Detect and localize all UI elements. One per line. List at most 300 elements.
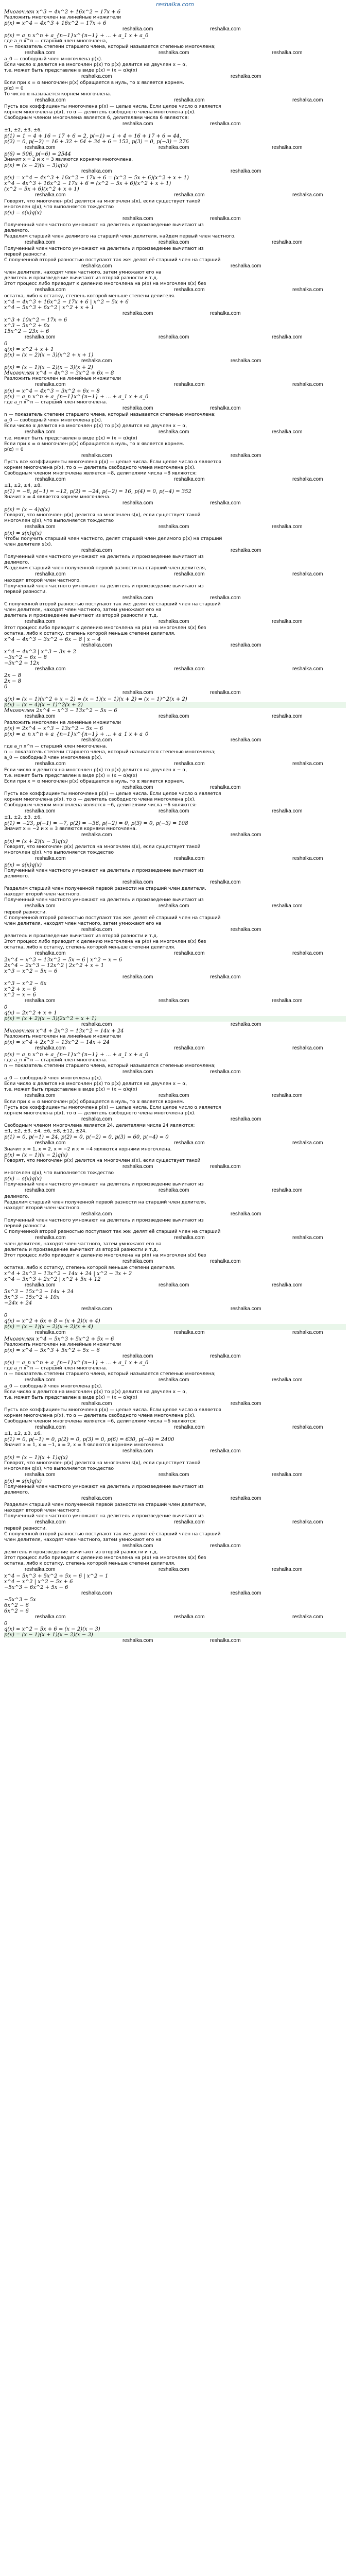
formula-line: 0 (4, 1621, 8, 1626)
watermark-text: reshalka.com (25, 50, 56, 56)
watermark-text: reshalka.com (25, 903, 56, 909)
text-line: корнем многочлена p(x), то α — делитель свободного члена многочлена p(x). (4, 110, 196, 115)
watermark-row (4, 477, 346, 483)
formula-line: p(x) = a_n x^n + a_{n−1}x^{n−1} + ... + a_1 x + a_0 (4, 732, 149, 737)
text-line: многочлен q(x), что выполняется тождество (4, 205, 114, 210)
text-line: Свободным членом многочлена является −6, делителями числа −6 являются: (4, 1419, 197, 1424)
text-line: т.е. может быть представлен в виде p(x) = (x − α)q(x) (4, 1087, 137, 1092)
watermark-text: reshalka.com (174, 1425, 205, 1430)
watermark-row (4, 1093, 346, 1099)
text-line: член делителя, находят член частного, затем умножают его на (4, 607, 162, 613)
text-line: Полученный член частного умножают на делитель и произведение вычитают из (4, 1484, 204, 1489)
formula-line: (x^2 − 5x + 6)(x^2 + x + 1) (4, 187, 79, 192)
text-line: p(α) = 0 (4, 86, 24, 91)
formula-line: p(2) = 0, p(−2) = 16 + 32 + 64 + 34 + 6 = 152, p(3) = 0, p(−3) = 276 (4, 139, 189, 145)
formula-line: 2x − 8 (4, 679, 22, 684)
watermark-text: reshalka.com (159, 145, 189, 150)
watermark-text: reshalka.com (272, 619, 303, 624)
text-line: Значит x = 4 является корнем многочлена. (4, 495, 111, 500)
watermark-text: reshalka.com (122, 405, 153, 411)
text-line: первой разности. (4, 1526, 47, 1531)
formula-line: p(x) = (x − 1)(x − 2)(x − 3)(x + 2) (4, 365, 93, 370)
formula-line: x^4 − 4x^3 + 16x^2 − 17x + 6 = (x^2 − 5x + 6)(x^2 + x + 1) (4, 181, 171, 187)
text-line: С полученной второй разностью поступают так же: делят её старший член на старший (4, 1229, 221, 1234)
watermark-row (4, 690, 346, 697)
formula-line: 2x^4 − x^3 − 13x^2 − 5x − 6 | x^2 − x − 6 (4, 957, 122, 963)
watermark-text: reshalka.com (81, 453, 112, 459)
watermark-row (4, 145, 346, 151)
formula-line: p(x) = (x + 2)(x − 3)(2x^2 + x + 1) (4, 1016, 346, 1022)
watermark-row (4, 263, 346, 270)
watermark-text: reshalka.com (159, 334, 189, 340)
formula-line: x^4 − 4x^3 − 3x^2 + 6x − 8 | x − 4 (4, 637, 101, 642)
watermark-text: reshalka.com (25, 1472, 56, 1478)
text-line: Полученный член частного умножают на делитель и произведение вычитают из (4, 246, 204, 251)
text-line: Полученный член частного умножают на делитель и произведение вычитают из (4, 223, 204, 228)
formula-line: x^3 − 5x^2 + 6x (4, 323, 50, 329)
formula-line: p(x) = a_n x^n + a_{n−1}x^{n−1} + ... + a_1 x + a_0 (4, 33, 149, 39)
formula-line: p(x) = 2x^4 − x^3 − 13x^2 − 5x − 6 (4, 726, 103, 732)
text-line: Если при x = α многочлен p(x) обращается в нуль, то α является корнем. (4, 1099, 184, 1105)
watermark-text: reshalka.com (122, 879, 153, 885)
text-line: член делителя, находят член частного, затем умножают его на (4, 270, 162, 275)
watermark-text: reshalka.com (81, 832, 112, 838)
watermark-text: reshalka.com (81, 1306, 112, 1312)
watermark-text: reshalka.com (122, 1448, 153, 1454)
watermark-text: reshalka.com (231, 642, 261, 648)
watermark-row (4, 1590, 346, 1597)
watermark-text: reshalka.com (272, 50, 303, 56)
watermark-text: reshalka.com (122, 121, 153, 127)
watermark-text: reshalka.com (292, 1519, 323, 1525)
formula-line: 15x^2 − 23x + 6 (4, 329, 49, 334)
text-line: первой разности. (4, 252, 47, 257)
watermark-text: reshalka.com (174, 97, 205, 103)
watermark-row (4, 1543, 346, 1550)
formula-line: p(x) = x^4 − 4x^3 − 3x^2 + 6x − 8 (4, 388, 100, 394)
text-line: остатка, либо к остатку, степень которой меньше степени делителя. (4, 1561, 176, 1566)
watermark-text: reshalka.com (292, 477, 323, 482)
watermark-text: reshalka.com (292, 951, 323, 956)
watermark-text: reshalka.com (292, 1330, 323, 1335)
watermark-text: reshalka.com (231, 453, 261, 459)
text-line: делимого. (4, 560, 29, 565)
watermark-row (4, 571, 346, 578)
watermark-text: reshalka.com (35, 856, 66, 861)
formula-line: x^4 − 5x^3 + 6x^2 | x^2 + x + 1 (4, 305, 94, 311)
watermark-text: reshalka.com (35, 477, 66, 482)
watermark-row (4, 1306, 346, 1313)
watermark-text: reshalka.com (25, 1282, 56, 1288)
text-line: первой разности. (4, 910, 47, 915)
watermark-text: reshalka.com (292, 1140, 323, 1146)
formula-line: 0 (4, 684, 8, 690)
watermark-row (4, 358, 346, 365)
watermark-row (4, 951, 346, 957)
text-line: Пусть все коэффициенты многочлена p(x) — целые числа. Если целое число α является (4, 460, 221, 465)
watermark-text: reshalka.com (174, 477, 205, 482)
watermark-text: reshalka.com (81, 548, 112, 553)
watermark-row (4, 1353, 346, 1360)
watermark-text: reshalka.com (122, 1069, 153, 1075)
watermark-text: reshalka.com (122, 974, 153, 980)
text-line: n — показатель степени старшего члена, который называется степенью многочлена; (4, 412, 216, 417)
watermark-text: reshalka.com (210, 1164, 241, 1170)
watermark-text: reshalka.com (272, 524, 303, 530)
watermark-row (4, 311, 346, 317)
formula-line: p(1) = −23, p(−1) = −7, p(2) = −36, p(−2) = 0, p(3) = 0, p(−3) = 108 (4, 821, 188, 826)
watermark-text: reshalka.com (25, 808, 56, 814)
text-line: делитель и произведение вычитают из второй разности и т.д. (4, 934, 158, 939)
watermark-text: reshalka.com (159, 1472, 189, 1478)
watermark-text: reshalka.com (25, 619, 56, 624)
formula-line: p(x) = (x − 4)(x − 1)^2(x + 2) (4, 702, 346, 708)
text-line: корнем многочлена p(x), то α — делитель свободного члена многочлена p(x). (4, 1111, 196, 1116)
watermark-text: reshalka.com (231, 737, 261, 743)
text-line: делитель и произведение вычитают из второй разности и т.д. (4, 1550, 158, 1555)
text-line: остатка, либо к остатку, степень которой меньше степени делителя. (4, 631, 176, 636)
text-line: ±1, ±2, ±4, ±8. (4, 483, 42, 488)
text-line: ±1, ±2, ±3, ±6. (4, 815, 42, 820)
watermark-text: reshalka.com (122, 690, 153, 696)
watermark-text: reshalka.com (231, 1116, 261, 1122)
formula-line: Многочлен x^4 − 4x^3 − 3x^2 + 6x − 8 (4, 370, 114, 376)
text-line: Разложить многочлен на линейные множители (4, 15, 121, 20)
formula-line: x^4 − 4x^3 + 16x^2 − 17x + 6 | x^2 − 5x + 6 (4, 299, 129, 305)
text-line: Разложить многочлен на линейные множители (4, 376, 121, 381)
text-line: Полученный член частного умножают на делитель и произведение вычитают из (4, 868, 204, 873)
watermark-text: reshalka.com (122, 1164, 153, 1170)
text-line: Если число α делится на многочлен p(x) то p(x) делится на двучлен x − α, (4, 1081, 187, 1087)
watermark-text: reshalka.com (35, 1140, 66, 1146)
watermark-row (4, 832, 346, 839)
text-line: Свободным членом многочлена является 6, делителями числа 6 являются: (4, 115, 189, 121)
watermark-text: reshalka.com (81, 1116, 112, 1122)
formula-line: p(1) = 0, p(−1) = 24, p(2) = 0, p(−2) = 0, p(3) = 60, p(−4) = 0 (4, 1134, 169, 1140)
watermark-text: reshalka.com (159, 998, 189, 1004)
text-line: первой разности. (4, 589, 47, 595)
watermark-row (4, 1116, 346, 1123)
watermark-text: reshalka.com (81, 737, 112, 743)
watermark-text: reshalka.com (174, 1235, 205, 1241)
watermark-text: reshalka.com (231, 927, 261, 933)
watermark-text: reshalka.com (25, 1567, 56, 1572)
text-line: член делителя s(x). (4, 542, 52, 547)
watermark-text: reshalka.com (35, 1235, 66, 1241)
formula-line: p(x) = s(x)q(x) (4, 210, 42, 216)
text-line: Свободным членом многочлена является −6, делителями числа −6 являются: (4, 803, 197, 808)
watermark-row (4, 121, 346, 128)
text-line: n — показатель степени старшего члена, который называется степенью многочлена; (4, 1371, 216, 1377)
watermark-row (4, 927, 346, 934)
text-line: Если число α делится на многочлен p(x) то p(x) делится на двучлен x − α, (4, 768, 187, 773)
text-line: С полученной второй разностью поступают так же: делят её старший член на старший (4, 916, 221, 921)
watermark-text: reshalka.com (231, 1306, 261, 1312)
watermark-text: reshalka.com (272, 714, 303, 719)
watermark-row (4, 879, 346, 886)
formula-line: p(6) = 906, p(−6) = 2544 (4, 151, 71, 157)
text-line: Значит x = 1, x = −1, x = 2, x = 3 являются корнями многочлена. (4, 1443, 165, 1448)
watermark-text: reshalka.com (35, 192, 66, 198)
formula-line: x^2 − x − 6 (4, 992, 36, 998)
watermark-row (4, 761, 346, 768)
formula-line: p(x) = (x − 4)q(x) (4, 507, 50, 513)
watermark-row (4, 287, 346, 294)
text-line: корнем многочлена p(x), то α — делитель свободного члена многочлена p(x). (4, 797, 196, 802)
formula-line: −5x^3 + 5x (4, 1597, 36, 1603)
solution-content (4, 9, 346, 1645)
watermark-text: reshalka.com (231, 263, 261, 269)
formula-line: x^4 − 5x^3 + 5x^2 + 5x − 6 | x^2 − 1 (4, 1573, 109, 1579)
formula-line: p(x) = a_n x^n + a_{n−1}x^{n−1} + ... + a_1 x + a_0 (4, 394, 149, 400)
formula-line: −3x^2 + 6x − 8 (4, 655, 47, 660)
watermark-text: reshalka.com (81, 74, 112, 79)
watermark-text: reshalka.com (174, 666, 205, 672)
watermark-text: reshalka.com (292, 287, 323, 293)
formula-line: p(1) = 1 − 4 + 16 − 17 + 6 = 2, p(−1) = 1 + 4 + 16 + 17 + 6 = 44, (4, 133, 182, 139)
watermark-text: reshalka.com (292, 666, 323, 672)
watermark-text: reshalka.com (25, 1093, 56, 1098)
formula-line: x^3 − x^2 − 5x − 6 (4, 969, 58, 974)
formula-line: q(x) = 2x^2 + x + 1 (4, 1010, 57, 1016)
watermark-row (4, 1330, 346, 1336)
watermark-text: reshalka.com (210, 690, 241, 696)
formula-line: p(x) = (x − 2)(x − 3)(x^2 + x + 1) (4, 352, 94, 358)
watermark-text: reshalka.com (25, 145, 56, 150)
text-line: p(α) = 0 (4, 447, 24, 452)
watermark-row (4, 666, 346, 673)
watermark-text: reshalka.com (210, 785, 241, 790)
watermark-text: reshalka.com (159, 429, 189, 435)
text-line: a_0 — свободный член многочлена p(x). (4, 1076, 102, 1081)
formula-line: p(x) = s(x)q(x) (4, 862, 42, 868)
text-line: То число α называется корнем многочлена. (4, 92, 112, 97)
text-line: находят второй член частного. (4, 892, 81, 897)
watermark-row (4, 1069, 346, 1076)
formula-line: p(x) = x^4 − 5x^3 + 5x^2 + 5x − 6 (4, 1348, 100, 1353)
watermark-row (4, 1211, 346, 1218)
text-line: член делителя, находят член частного, затем умножают его на (4, 921, 162, 926)
text-line: Разделим старший член делимого на старший член делителя, найдем первый член частного. (4, 234, 236, 239)
watermark-text: reshalka.com (174, 571, 205, 577)
watermark-text: reshalka.com (231, 1211, 261, 1217)
text-line: n — показатель степени старшего члена, который называется степенью многочлена; (4, 750, 216, 755)
watermark-text: reshalka.com (25, 998, 56, 1004)
text-line: Разложить многочлен на линейные множители (4, 1034, 121, 1039)
watermark-text: reshalka.com (292, 1425, 323, 1430)
text-line: Пусть все коэффициенты многочлена p(x) — целые числа. Если целое число α является (4, 104, 221, 109)
watermark-text: reshalka.com (35, 761, 66, 767)
text-line: находят второй член частного. (4, 1206, 81, 1211)
formula-line: 5x^3 − 15x^2 − 14x + 24 (4, 1289, 74, 1295)
text-line: многочлен q(x), что выполняется тождество (4, 1171, 114, 1176)
text-line: Этот процесс либо приводит к делению многочлена на p(x) на многочлен s(x) без (4, 281, 206, 286)
watermark-text: reshalka.com (159, 524, 189, 530)
text-line: Этот процесс либо приводит к делению многочлена на p(x) на многочлен s(x) без (4, 1253, 206, 1258)
text-line: Этот процесс либо приводит к делению многочлена на p(x) на многочлен s(x) без (4, 625, 206, 631)
watermark-text: reshalka.com (159, 714, 189, 719)
text-line: Полученный член частного умножают на делитель и произведение вычитают из (4, 1218, 204, 1223)
text-line: Свободным членом многочлена является 24, делителями числа 24 являются: (4, 1123, 195, 1128)
text-line: Разделим старший член полученной первой разности на старший член делителя, (4, 566, 206, 571)
watermark-row (4, 1401, 346, 1408)
watermark-row (4, 50, 346, 57)
text-line: Полученный член частного умножают на делитель и произведение вычитают из (4, 584, 204, 589)
watermark-text: reshalka.com (159, 808, 189, 814)
watermark-text: reshalka.com (81, 1211, 112, 1217)
text-line: С полученной второй разностью поступают так же: делят её старший член на старший (4, 258, 221, 263)
watermark-text: reshalka.com (272, 808, 303, 814)
watermark-text: reshalka.com (174, 287, 205, 293)
watermark-row (4, 1614, 346, 1621)
watermark-row (4, 1377, 346, 1384)
text-line: корнем многочлена p(x), то α — делитель свободного члена многочлена p(x). (4, 1413, 196, 1418)
text-line: С полученной второй разностью поступают так же: делят её старший член на старший (4, 1532, 221, 1537)
watermark-text: reshalka.com (25, 429, 56, 435)
text-line: Этот процесс либо приводит к делению многочлена на p(x) на многочлен s(x) без (4, 1555, 206, 1561)
formula-line: p(x) = x^4 + 2x^3 − 13x^2 − 14x + 24 (4, 1040, 110, 1045)
watermark-row (4, 500, 346, 507)
text-line: многочлен q(x), что выполняется тождество (4, 518, 114, 523)
watermark-text: reshalka.com (272, 1567, 303, 1572)
watermark-text: reshalka.com (231, 168, 261, 174)
watermark-text: reshalka.com (35, 1045, 66, 1051)
watermark-row (4, 1259, 346, 1265)
watermark-text: reshalka.com (231, 1496, 261, 1501)
watermark-row (4, 192, 346, 199)
watermark-text: reshalka.com (159, 1377, 189, 1383)
watermark-text: reshalka.com (210, 879, 241, 885)
formula-line: p(1) = −8, p(−1) = −12, p(2) = −24, p(−2) = 16, p(4) = 0, p(−4) = 352 (4, 489, 191, 495)
watermark-text: reshalka.com (210, 974, 241, 980)
formula-line: p(x) = (x + 2)(x − 3)q(x) (4, 839, 68, 844)
text-line: Пусть все коэффициенты многочлена p(x) — целые числа. Если целое число α является (4, 791, 221, 796)
watermark-text: reshalka.com (174, 1045, 205, 1051)
watermark-row (4, 548, 346, 554)
formula-line: p(x) = s(x)q(x) (4, 1176, 42, 1182)
watermark-text: reshalka.com (292, 1045, 323, 1051)
watermark-text: reshalka.com (292, 761, 323, 767)
watermark-text: reshalka.com (210, 121, 241, 127)
text-line: Полученный член частного умножают на делитель и произведение вычитают из (4, 554, 204, 560)
watermark-text: reshalka.com (122, 311, 153, 316)
watermark-text: reshalka.com (174, 1519, 205, 1525)
watermark-row (4, 856, 346, 862)
text-line: Разделим старший член полученной первой разности на старший член делителя, (4, 1502, 206, 1507)
watermark-text: reshalka.com (159, 903, 189, 909)
text-line: Полученный член частного умножают на делитель и произведение вычитают из (4, 1514, 204, 1519)
watermark-text: reshalka.com (35, 571, 66, 577)
watermark-text: reshalka.com (210, 1638, 241, 1643)
formula-line: 2x^4 − 2x^3 − 12x^2 | 2x^2 + x + 1 (4, 963, 104, 969)
text-line: ±1, ±2, ±3, ±4, ±6, ±8, ±12, ±24. (4, 1129, 87, 1134)
watermark-row (4, 382, 346, 388)
watermark-row (4, 1164, 346, 1171)
text-line: Говорят, что многочлен p(x) делится на многочлен s(x), если существует такой (4, 513, 201, 518)
text-line: многочлен q(x), что выполняется тождество (4, 850, 114, 855)
text-line: находят второй член частного. (4, 578, 81, 583)
watermark-row (4, 903, 346, 910)
text-line: С полученной второй разностью поступают так же: делят её старший член на старший (4, 602, 221, 607)
watermark-text: reshalka.com (292, 97, 323, 103)
watermark-text: reshalka.com (35, 1614, 66, 1620)
watermark-text: reshalka.com (231, 1401, 261, 1406)
watermark-row (4, 1188, 346, 1194)
watermark-text: reshalka.com (210, 311, 241, 316)
watermark-text: reshalka.com (122, 1259, 153, 1264)
watermark-text: reshalka.com (210, 1448, 241, 1454)
text-line: делимого. (4, 874, 29, 879)
watermark-text: reshalka.com (272, 1188, 303, 1193)
text-line: Если при x = α многочлен p(x) обращается в нуль, то α является корнем. (4, 779, 184, 784)
text-line: делитель и произведение вычитают из второй разности и т.д. (4, 1247, 158, 1252)
watermark-row (4, 1567, 346, 1573)
watermark-row (4, 1282, 346, 1289)
watermark-text: reshalka.com (272, 240, 303, 245)
text-line: остатка, либо к остатку, степень которой меньше степени делителя. (4, 1265, 176, 1270)
watermark-text: reshalka.com (35, 1519, 66, 1525)
formula-line: p(1) = 0, p(−1) = 0, p(2) = 0, p(3) = 0, p(6) = 630, p(−6) = 2400 (4, 1437, 174, 1443)
watermark-row (4, 595, 346, 602)
watermark-text: reshalka.com (25, 1188, 56, 1193)
site-header-link[interactable]: reshalka.com (156, 1, 194, 8)
text-line: Разделим старший член полученной первой разности на старший член делителя, (4, 886, 206, 891)
formula-line: 5x^3 − 15x^2 + 10x (4, 1295, 60, 1300)
watermark-text: reshalka.com (231, 1022, 261, 1027)
text-line: n — показатель степени старшего члена, который называется степенью многочлена; (4, 44, 216, 49)
text-line: делимого. (4, 228, 29, 233)
watermark-text: reshalka.com (35, 951, 66, 956)
watermark-text: reshalka.com (174, 951, 205, 956)
text-line: Полученный член частного умножают на делитель и произведение вычитают из (4, 897, 204, 903)
text-line: Разделим старший член полученной первой разности на старший член делителя, (4, 1200, 206, 1205)
watermark-row (4, 168, 346, 175)
formula-line: Многочлен x^4 − 5x^3 + 5x^2 + 5x − 6 (4, 1336, 114, 1342)
watermark-text: reshalka.com (159, 1188, 189, 1193)
text-line: где a_n x^n — старший член многочлена. (4, 1058, 108, 1063)
watermark-row (4, 808, 346, 815)
watermark-text: reshalka.com (122, 1638, 153, 1643)
watermark-row (4, 998, 346, 1005)
watermark-text: reshalka.com (210, 595, 241, 601)
text-line: Значит x = 1, x = 2, x = −2 и x = −4 являются корнями многочлена. (4, 1147, 172, 1152)
formula-line: x^4 − 4x^3 | x^3 − 3x + 2 (4, 649, 76, 655)
text-line: где a_n x^n — старший член многочлена. (4, 400, 108, 405)
watermark-text: reshalka.com (159, 1567, 189, 1572)
watermark-text: reshalka.com (292, 856, 323, 861)
text-line: Говорят, что многочлен p(x) делится на многочлен s(x), если существует такой (4, 1461, 201, 1466)
watermark-row (4, 619, 346, 625)
text-line: т.е. может быть представлен в виде p(x) = (x − α)q(x) (4, 1395, 137, 1400)
watermark-text: reshalka.com (122, 785, 153, 790)
watermark-text: reshalka.com (231, 548, 261, 553)
watermark-text: reshalka.com (35, 287, 66, 293)
formula-line: q(x) = x^2 + 6x + 8 = (x + 2)(x + 4) (4, 1318, 100, 1324)
watermark-text: reshalka.com (174, 192, 205, 198)
formula-line: q(x) = x^2 − 5x + 6 = (x − 2)(x − 3) (4, 1626, 100, 1632)
watermark-text: reshalka.com (272, 1377, 303, 1383)
formula-line: Многочлен x^4 + 2x^3 − 13x^2 − 14x + 24 (4, 1028, 124, 1034)
watermark-text: reshalka.com (122, 1353, 153, 1359)
formula-line: 0 (4, 341, 8, 347)
text-line: остатка, либо к остатку, степень которой меньше степени делителя. (4, 294, 176, 299)
text-line: a_0 — свободный член многочлена p(x). (4, 1384, 102, 1389)
text-line: Говорят, что многочлен p(x) делится на многочлен s(x), если существует такой (4, 1158, 201, 1163)
watermark-text: reshalka.com (159, 50, 189, 56)
watermark-row (4, 453, 346, 460)
watermark-text: reshalka.com (272, 334, 303, 340)
watermark-text: reshalka.com (210, 26, 241, 32)
